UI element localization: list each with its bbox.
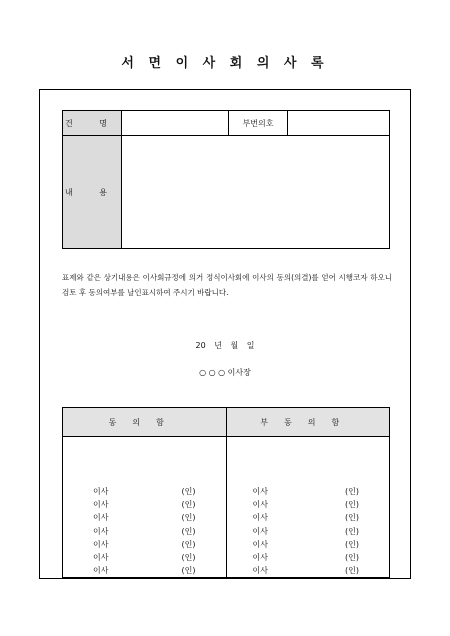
director-label: 이사 — [252, 539, 268, 549]
disagree-row — [253, 525, 360, 538]
director-label: 이사 — [93, 539, 109, 549]
document-title: 서 면 이 사 회 의 사 록 — [121, 56, 329, 71]
disagree-row — [253, 538, 360, 551]
disagree-header: 부동의함 — [226, 408, 390, 437]
content-label: 내 용 — [63, 136, 122, 249]
agree-header: 동의함 — [63, 408, 227, 437]
request-paragraph: 표제와 같은 상기내용은 이사회규정에 의거 정식이사회에 이사의 동의(의결)를 얻어 시행코자 하오니 검토 후 동의여부를 날인표시하여 주시기 바랍니다. — [62, 273, 392, 297]
director-label: 이사 — [252, 513, 268, 523]
director-label: 이사 — [93, 526, 109, 536]
director-label: 이사 — [93, 500, 109, 510]
seal-mark[interactable]: (인) — [345, 539, 359, 549]
vote-table — [62, 407, 390, 578]
disagree-row — [253, 564, 360, 577]
subject-label: 건 명 — [63, 111, 122, 136]
seal-mark[interactable]: (인) — [345, 500, 359, 510]
disagree-row — [253, 551, 360, 564]
disagree-row — [253, 511, 360, 524]
director-label: 이사 — [93, 487, 109, 496]
seal-mark[interactable]: (인) — [181, 513, 196, 523]
subject-value[interactable] — [122, 111, 229, 136]
seal-mark[interactable]: (인) — [345, 552, 359, 562]
agree-row — [93, 485, 196, 498]
director-label: 이사 — [252, 487, 268, 496]
seal-mark[interactable]: (인) — [181, 500, 196, 510]
agree-row — [93, 538, 196, 551]
seal-mark[interactable]: (인) — [345, 566, 359, 576]
disagree-row — [253, 485, 360, 498]
agree-row — [93, 498, 196, 511]
agree-row — [93, 511, 196, 524]
agenda-number-value[interactable] — [288, 111, 390, 136]
director-label: 이사 — [93, 566, 109, 576]
director-label: 이사 — [252, 566, 268, 576]
signature-line: ○ ○ ○ 이사장 — [199, 368, 251, 377]
director-label: 이사 — [252, 526, 268, 536]
agree-row — [93, 551, 196, 564]
agree-column — [63, 437, 227, 578]
agree-row — [93, 525, 196, 538]
seal-mark[interactable]: (인) — [181, 566, 196, 576]
content-value[interactable] — [122, 136, 390, 249]
seal-mark[interactable]: (인) — [345, 513, 359, 523]
director-label: 이사 — [252, 552, 268, 562]
seal-mark[interactable]: (인) — [181, 552, 196, 562]
director-label: 이사 — [252, 500, 268, 510]
seal-mark[interactable]: (인) — [345, 526, 359, 536]
agree-row — [93, 564, 196, 577]
date-line: 20 년 월 일 — [195, 341, 255, 350]
director-label: 이사 — [93, 513, 109, 523]
info-table — [62, 110, 390, 249]
disagree-column — [226, 437, 390, 578]
seal-mark[interactable]: (인) — [181, 539, 196, 549]
agenda-number-label: 부번의호 — [229, 111, 288, 136]
seal-mark[interactable]: (인) — [181, 526, 196, 536]
director-label: 이사 — [93, 552, 109, 562]
seal-mark[interactable]: (인) — [345, 487, 359, 496]
disagree-row — [253, 498, 360, 511]
seal-mark[interactable]: (인) — [181, 487, 196, 496]
